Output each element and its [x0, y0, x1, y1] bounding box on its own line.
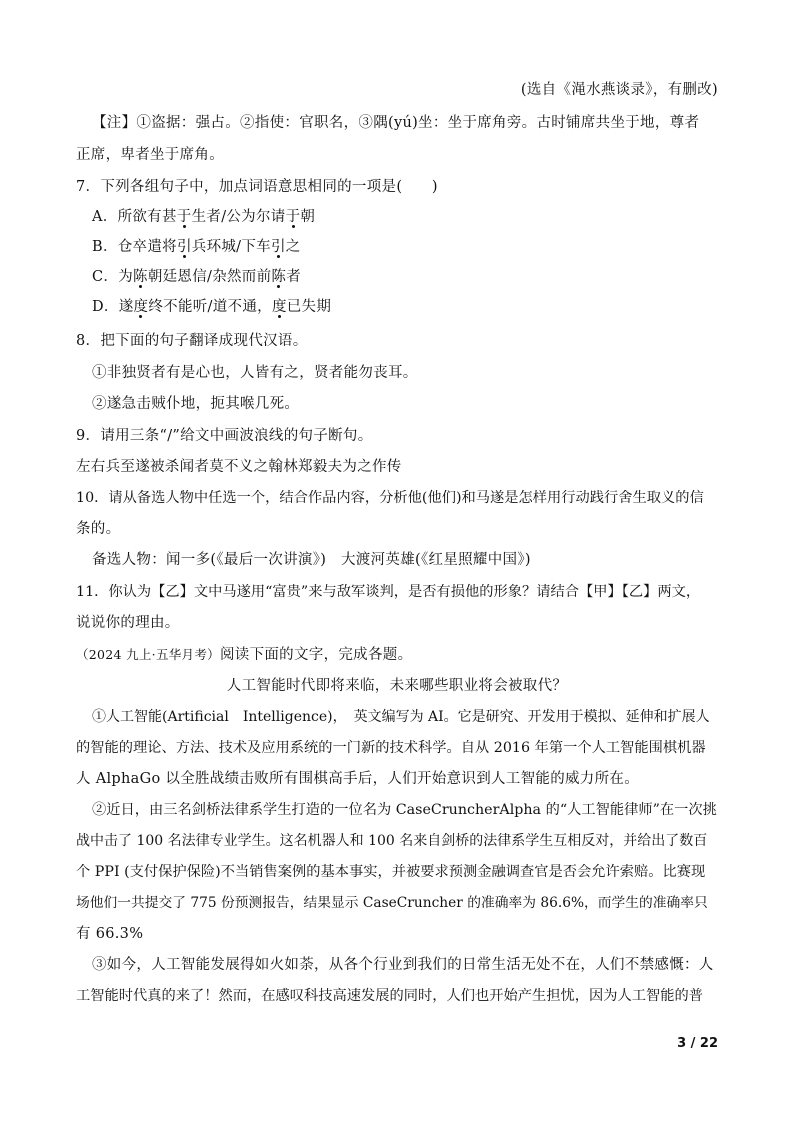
question-9-stem: 9．请用三条“/”给文中画波浪线的句子断句。	[76, 428, 373, 444]
q7-a-part: A．所欲有甚	[92, 209, 177, 225]
dotted-word: 陈	[271, 269, 287, 285]
question-8-stem: 8．把下面的句子翻译成现代汉语。	[76, 333, 308, 349]
q7-option-a	[92, 207, 315, 227]
q7-c-part: 者	[286, 269, 302, 285]
q10-options: 备选人物：闻一多(《最后一次讲演》) 大渡河英雄(《红星照耀中国》)	[92, 552, 531, 568]
q9-sentence: 左右兵至遂被杀闻者莫不义之翰林郑毅夫为之作传	[76, 459, 402, 475]
note-line-2: 正席，卑者坐于席角。	[76, 147, 224, 163]
dotted-word: 引	[176, 239, 192, 255]
question-10-line-1: 10．请从备选人物中任选一个，结合作品内容，分析他(他们)和马遂是怎样用行动践行舍生取义的信	[76, 490, 704, 506]
q7-b-part: B．仓卒遣将	[92, 239, 177, 255]
q7-d-part: 已失期	[286, 299, 332, 315]
q8-sentence-1: ①非独贤者有是心也，人皆有之，贤者能勿丧耳。	[92, 365, 418, 381]
exam-instruction: 阅读下面的文字，完成各题。	[219, 647, 413, 663]
q7-option-d	[92, 297, 331, 317]
dotted-word: 度	[133, 299, 149, 315]
q7-b-part: 之	[285, 239, 301, 255]
dotted-word: 于	[285, 209, 301, 225]
dotted-word: 陈	[133, 269, 148, 285]
dotted-word: 于	[176, 209, 192, 225]
question-11-line-1: 11．你认为【乙】文中马遂用“富贵”来与敌军谈判，是否有损他的形象？请结合【甲】【乙】两文，	[76, 584, 701, 600]
article-p1-line: ①人工智能(Artificial Intelligence)， 英文编写为 AI。它是研究、开发用于模拟、延伸和扩展人	[92, 709, 710, 725]
question-7-stem: 7．下列各组句子中，加点词语意思相同的一项是( )	[76, 179, 438, 195]
article-p2-line: 个 PPI (支付保护保险)不当销售案例的基本事实，并被要求预测金融调查官是否会允许索赔。比赛现	[76, 864, 706, 880]
article-p2-line: 场他们一共提交了 775 份预测报告，结果显示 CaseCruncher 的准确率为 86.6%，而学生的准确率只	[76, 895, 708, 911]
q7-a-part: 朝	[300, 209, 316, 225]
article-p2-line: ②近日，由三名剑桥法律系学生打造的一位名为 CaseCruncherAlpha 的“人工智能律师”在一次挑	[92, 802, 717, 818]
question-10-line-2: 条的。	[76, 521, 121, 537]
article-p2-line: 战中击了 100 名法律专业学生。这名机器人和 100 名来自剑桥的法律系学生互相反对，并给出了数百	[76, 833, 708, 849]
q7-c-part: 朝廷恩信/杂然而前	[147, 269, 272, 285]
q8-sentence-2: ②遂急击贼仆地，扼其喉几死。	[92, 396, 300, 412]
q7-c-part: C．为	[92, 269, 133, 285]
dotted-word: 引	[270, 239, 286, 255]
page-number: 3 / 22	[677, 1036, 718, 1051]
q7-option-c	[92, 267, 301, 287]
article-p2-line: 有 66.3%	[76, 926, 144, 942]
question-11-line-2: 说说你的理由。	[76, 615, 180, 631]
q7-b-part: 兵环城/下车	[191, 239, 271, 255]
exam-source-line	[76, 645, 412, 665]
note-line-1: 【注】①盗据：强占。②指使：官职名，③隅(yú)坐：坐于席角旁。古时铺席共坐于地，尊者	[92, 115, 700, 131]
article-title: 人工智能时代即将来临，未来哪些职业将会被取代？	[226, 678, 568, 694]
q7-a-part: 生者/公为尔请	[191, 209, 286, 225]
article-p3-line: ③如今，人工智能发展得如火如荼，从各个行业到我们的日常生活无处不在，人们不禁感慨：人	[92, 957, 714, 973]
q7-d-part: D．遂	[92, 299, 134, 315]
source-citation: (选自《渑水燕谈录》，有删改)	[520, 82, 718, 98]
dotted-word: 度	[271, 299, 287, 315]
article-p1-line: 人 AlphaGo 以全胜战绩击败所有围棋高手后，人们开始意识到人工智能的威力所在。	[76, 771, 640, 787]
article-p3-line: 工智能时代真的来了！然而，在感叹科技高速发展的同时，人们也开始产生担忧，因为人工智能的普	[76, 988, 704, 1004]
article-p1-line: 的智能的理论、方法、技术及应用系统的一门新的技术科学。自从 2016 年第一个人工智能围棋机器	[76, 740, 706, 756]
q7-option-b	[92, 237, 301, 257]
exam-source: （2024 九上·五华月考）	[76, 647, 220, 662]
q7-d-part: 终不能听/道不通，	[148, 299, 272, 315]
